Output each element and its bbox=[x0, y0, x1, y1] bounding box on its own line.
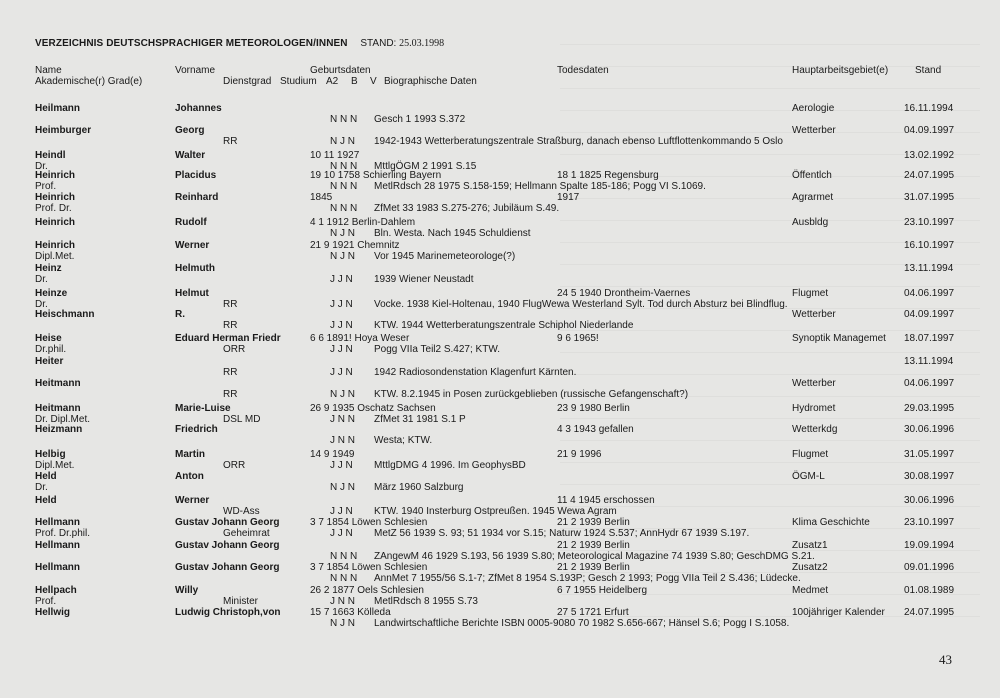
entry-hauptarbeitsgebiet: ÖGM-L bbox=[792, 471, 825, 482]
entry-geburtsdaten: 21 9 1921 Chemnitz bbox=[310, 240, 400, 251]
entry-flags: J N N bbox=[330, 596, 355, 607]
entry-todesdaten: 18 1 1825 Regensburg bbox=[557, 170, 659, 181]
entry-flags: N N N bbox=[330, 181, 358, 192]
entry-hauptarbeitsgebiet: Hydromet bbox=[792, 403, 836, 414]
entry-todesdaten: 1917 bbox=[557, 192, 580, 203]
entry-akademischer-grad: Prof. Dr. bbox=[35, 203, 72, 214]
entry-akademischer-grad: Dr.phil. bbox=[35, 344, 67, 355]
entry-name: Heise bbox=[35, 333, 62, 344]
entry-todesdaten: 21 2 1939 Berlin bbox=[557, 517, 630, 528]
entry-biographische-daten: 1942-1943 Wetterberatungszentrale Straßburg, danach ebenso Luftflottenkommando 5 Oslo bbox=[374, 136, 783, 147]
entry-stand: 29.03.1995 bbox=[904, 403, 955, 414]
entry-vorname: Friedrich bbox=[175, 424, 218, 435]
entry-hauptarbeitsgebiet: 100jähriger Kalender bbox=[792, 607, 885, 618]
entry-flags: N N N bbox=[330, 161, 358, 172]
entry-geburtsdaten: 3 7 1854 Löwen Schlesien bbox=[310, 517, 428, 528]
entry-biographische-daten: Vocke. 1938 Kiel-Holtenau, 1940 FlugWewa Westerland Sylt. Tod durch Absturz bei Blindflug. bbox=[374, 299, 788, 310]
entry-biographische-daten: 1942 Radiosondenstation Klagenfurt Kärnten. bbox=[374, 367, 577, 378]
entry-vorname: Rudolf bbox=[175, 217, 207, 228]
entry-name: Helbig bbox=[35, 449, 66, 460]
entry-name: Held bbox=[35, 495, 57, 506]
document-title: VERZEICHNIS DEUTSCHSPRACHIGER METEOROLOGEN/INNEN bbox=[35, 38, 348, 49]
entry-hauptarbeitsgebiet: Synoptik Managemet bbox=[792, 333, 886, 344]
entry-akademischer-grad: Prof. bbox=[35, 596, 57, 607]
entry-biographische-daten: Bln. Westa. Nach 1945 Schuldienst bbox=[374, 228, 531, 239]
entry-akademischer-grad: Prof. Dr.phil. bbox=[35, 528, 91, 539]
entry-biographische-daten: Landwirtschaftliche Berichte ISBN 0005-9080 70 1982 S.656-667; Hänsel S.6; Pogg I S.1058. bbox=[374, 618, 790, 629]
entry-name: Hellmann bbox=[35, 517, 81, 528]
entry-stand: 30.08.1997 bbox=[904, 471, 955, 482]
entry-todesdaten: 21 2 1939 Berlin bbox=[557, 562, 630, 573]
entry-akademischer-grad: Dr. bbox=[35, 274, 48, 285]
entry-vorname: Johannes bbox=[175, 103, 222, 114]
entry-biographische-daten: 1939 Wiener Neustadt bbox=[374, 274, 474, 285]
entry-name: Heilmann bbox=[35, 103, 81, 114]
entry-name: Heitmann bbox=[35, 403, 81, 414]
entry-flags: N J N bbox=[330, 482, 355, 493]
entry-stand: 13.11.1994 bbox=[904, 356, 954, 367]
entry-geburtsdaten: 1845 bbox=[310, 192, 333, 203]
entry-vorname: Reinhard bbox=[175, 192, 219, 203]
entry-dienstgrad: RR bbox=[223, 136, 238, 147]
entry-hauptarbeitsgebiet: Wetterber bbox=[792, 125, 836, 136]
entry-todesdaten: 24 5 1940 Drontheim-Vaernes bbox=[557, 288, 691, 299]
entry-dienstgrad: WD-Ass bbox=[223, 506, 260, 517]
entry-stand: 23.10.1997 bbox=[904, 517, 955, 528]
entry-hauptarbeitsgebiet: Medmet bbox=[792, 585, 829, 596]
entry-todesdaten: 21 9 1996 bbox=[557, 449, 602, 460]
col-header-studium: Studium bbox=[280, 76, 317, 87]
entry-name: Hellwig bbox=[35, 607, 71, 618]
entry-biographische-daten: MetlRdsch 8 1955 S.73 bbox=[374, 596, 478, 607]
entry-vorname: Georg bbox=[175, 125, 205, 136]
entry-flags: N J N bbox=[330, 136, 355, 147]
entry-name: Heiter bbox=[35, 356, 64, 367]
entry-todesdaten: 27 5 1721 Erfurt bbox=[557, 607, 629, 618]
entry-hauptarbeitsgebiet: Öffentlch bbox=[792, 170, 832, 181]
entry-name: Heindl bbox=[35, 150, 66, 161]
entry-vorname: Placidus bbox=[175, 170, 217, 181]
entry-biographische-daten: Pogg VIIa Teil2 S.427; KTW. bbox=[374, 344, 500, 355]
entry-vorname: Helmut bbox=[175, 288, 209, 299]
entry-stand: 18.07.1997 bbox=[904, 333, 955, 344]
col-header-name: Name bbox=[35, 65, 62, 76]
entry-hauptarbeitsgebiet: Wetterber bbox=[792, 309, 836, 320]
entry-dienstgrad: RR bbox=[223, 320, 238, 331]
entry-geburtsdaten: 4 1 1912 Berlin-Dahlem bbox=[310, 217, 416, 228]
entry-biographische-daten: KTW. 1940 Insterburg Ostpreußen. 1945 Wewa Agram bbox=[374, 506, 617, 517]
entry-name: Heizmann bbox=[35, 424, 83, 435]
entry-flags: J J N bbox=[330, 299, 353, 310]
entry-flags: N J N bbox=[330, 228, 355, 239]
entry-flags: J J N bbox=[330, 506, 353, 517]
entry-biographische-daten: MttlgÖGM 2 1991 S.15 bbox=[374, 161, 477, 172]
entry-todesdaten: 6 7 1955 Heidelberg bbox=[557, 585, 648, 596]
entry-stand: 13.11.1994 bbox=[904, 263, 954, 274]
entry-akademischer-grad: Dipl.Met. bbox=[35, 460, 75, 471]
entry-vorname: Willy bbox=[175, 585, 199, 596]
entry-stand: 16.10.1997 bbox=[904, 240, 955, 251]
entry-hauptarbeitsgebiet: Flugmet bbox=[792, 449, 829, 460]
col-header-akademische: Akademische(r) Grad(e) bbox=[35, 76, 143, 87]
entry-flags: N J N bbox=[330, 389, 355, 400]
entry-biographische-daten: AnnMet 7 1955/56 S.1-7; ZfMet 8 1954 S.193P; Gesch 2 1993; Pogg VIIa Teil 2 S.436; Lüdecke. bbox=[374, 573, 801, 584]
entry-vorname: Eduard Herman Friedr bbox=[175, 333, 281, 344]
entry-dienstgrad: RR bbox=[223, 389, 238, 400]
entry-name: Held bbox=[35, 471, 57, 482]
entry-dienstgrad: RR bbox=[223, 299, 238, 310]
entry-flags: N J N bbox=[330, 618, 355, 629]
entry-name: Heinz bbox=[35, 263, 62, 274]
entry-flags: J N N bbox=[330, 435, 355, 446]
entry-vorname: Walter bbox=[175, 150, 206, 161]
entry-name: Hellpach bbox=[35, 585, 77, 596]
entry-todesdaten: 21 2 1939 Berlin bbox=[557, 540, 630, 551]
entry-name: Heitmann bbox=[35, 378, 81, 389]
entry-vorname: Helmuth bbox=[175, 263, 215, 274]
entry-geburtsdaten: 19 10 1758 Schierling Bayern bbox=[310, 170, 442, 181]
col-header-biographische: Biographische Daten bbox=[384, 76, 477, 87]
entry-biographische-daten: Vor 1945 Marinemeteorologe(?) bbox=[374, 251, 516, 262]
entry-biographische-daten: MttlgDMG 4 1996. Im GeophysBD bbox=[374, 460, 526, 471]
entry-stand: 24.07.1995 bbox=[904, 607, 955, 618]
entry-hauptarbeitsgebiet: Agrarmet bbox=[792, 192, 834, 203]
entry-vorname: Gustav Johann Georg bbox=[175, 562, 280, 573]
entry-stand: 19.09.1994 bbox=[904, 540, 955, 551]
entry-biographische-daten: ZfMet 31 1981 S.1 P bbox=[374, 414, 466, 425]
entry-stand: 30.06.1996 bbox=[904, 424, 955, 435]
entry-stand: 04.06.1997 bbox=[904, 288, 955, 299]
entry-hauptarbeitsgebiet: Wetterkdg bbox=[792, 424, 838, 435]
entry-hauptarbeitsgebiet: Wetterber bbox=[792, 378, 836, 389]
entry-stand: 04.09.1997 bbox=[904, 125, 955, 136]
col-header-stand: Stand bbox=[915, 65, 942, 76]
entry-vorname: Werner bbox=[175, 240, 210, 251]
entry-stand: 16.11.1994 bbox=[904, 103, 954, 114]
entry-hauptarbeitsgebiet: Zusatz1 bbox=[792, 540, 828, 551]
entry-todesdaten: 9 6 1965! bbox=[557, 333, 599, 344]
entry-name: Heinrich bbox=[35, 192, 76, 203]
entry-geburtsdaten: 10 11 1927 bbox=[310, 150, 360, 161]
entry-stand: 13.02.1992 bbox=[904, 150, 955, 161]
entry-vorname: Werner bbox=[175, 495, 210, 506]
entry-name: Heinrich bbox=[35, 170, 76, 181]
entry-dienstgrad: DSL MD bbox=[223, 414, 261, 425]
entry-akademischer-grad: Dipl.Met. bbox=[35, 251, 75, 262]
entry-geburtsdaten: 26 9 1935 Oschatz Sachsen bbox=[310, 403, 436, 414]
entry-stand: 23.10.1997 bbox=[904, 217, 955, 228]
entry-geburtsdaten: 26 2 1877 Oels Schlesien bbox=[310, 585, 424, 596]
entry-name: Heinrich bbox=[35, 240, 76, 251]
entry-hauptarbeitsgebiet: Klima Geschichte bbox=[792, 517, 870, 528]
col-header-geburtsdaten: Geburtsdaten bbox=[310, 65, 371, 76]
page-number: 43 bbox=[939, 652, 952, 667]
entry-stand: 09.01.1996 bbox=[904, 562, 955, 573]
entry-biographische-daten: MetlRdsch 28 1975 S.158-159; Hellmann Spalte 185-186; Pogg VI S.1069. bbox=[374, 181, 706, 192]
entry-flags: N N N bbox=[330, 203, 358, 214]
entry-flags: N N N bbox=[330, 573, 358, 584]
entry-dienstgrad: Geheimrat bbox=[223, 528, 270, 539]
col-header-b: B bbox=[351, 76, 358, 87]
entry-flags: J J N bbox=[330, 367, 353, 378]
entry-flags: N N N bbox=[330, 114, 358, 125]
col-header-dienstgrad: Dienstgrad bbox=[223, 76, 272, 87]
entry-biographische-daten: Gesch 1 1993 S.372 bbox=[374, 114, 466, 125]
entry-flags: J J N bbox=[330, 344, 353, 355]
entry-flags: N N N bbox=[330, 551, 358, 562]
col-header-vorname: Vorname bbox=[175, 65, 216, 76]
entry-biographische-daten: ZAngewM 46 1929 S.193, 56 1939 S.80; Meteorological Magazine 74 1939 S.80; GeschDMG S.21. bbox=[374, 551, 815, 562]
entry-biographische-daten: KTW. 1944 Wetterberatungszentrale Schiphol Niederlande bbox=[374, 320, 634, 331]
entry-hauptarbeitsgebiet: Zusatz2 bbox=[792, 562, 828, 573]
entry-vorname: Martin bbox=[175, 449, 205, 460]
entry-name: Heinrich bbox=[35, 217, 76, 228]
entry-geburtsdaten: 14 9 1949 bbox=[310, 449, 355, 460]
entry-biographische-daten: März 1960 Salzburg bbox=[374, 482, 464, 493]
entry-akademischer-grad: Prof. bbox=[35, 181, 57, 192]
col-header-todesdaten: Todesdaten bbox=[557, 65, 609, 76]
entry-akademischer-grad: Dr. bbox=[35, 299, 48, 310]
col-header-a2: A2 bbox=[326, 76, 339, 87]
entry-stand: 30.06.1996 bbox=[904, 495, 955, 506]
stand-date: 25.03.1998 bbox=[399, 38, 445, 49]
entry-dienstgrad: RR bbox=[223, 367, 238, 378]
entry-vorname: R. bbox=[175, 309, 185, 320]
entry-geburtsdaten: 6 6 1891! Hoya Weser bbox=[310, 333, 410, 344]
col-header-hauptarbeitsgebiet: Hauptarbeitsgebiet(e) bbox=[792, 65, 889, 76]
entry-hauptarbeitsgebiet: Ausbldg bbox=[792, 217, 829, 228]
entry-geburtsdaten: 3 7 1854 Löwen Schlesien bbox=[310, 562, 428, 573]
entry-vorname: Gustav Johann Georg bbox=[175, 540, 280, 551]
entry-dienstgrad: ORR bbox=[223, 460, 246, 471]
entry-flags: J J N bbox=[330, 528, 353, 539]
entry-flags: J N N bbox=[330, 414, 355, 425]
entry-biographische-daten: Westa; KTW. bbox=[374, 435, 433, 446]
entry-flags: J J N bbox=[330, 320, 353, 331]
entry-biographische-daten: MetZ 56 1939 S. 93; 51 1934 vor S.15; Naturw 1924 S.537; AnnHydr 67 1939 S.197. bbox=[374, 528, 750, 539]
entry-name: Heimburger bbox=[35, 125, 92, 136]
entry-stand: 24.07.1995 bbox=[904, 170, 955, 181]
entry-name: Hellmann bbox=[35, 540, 81, 551]
entry-dienstgrad: Minister bbox=[223, 596, 259, 607]
entry-vorname: Ludwig Christoph,von bbox=[175, 607, 281, 618]
entry-stand: 04.06.1997 bbox=[904, 378, 955, 389]
entry-akademischer-grad: Dr. bbox=[35, 482, 48, 493]
entry-akademischer-grad: Dr. bbox=[35, 161, 48, 172]
entry-name: Heinze bbox=[35, 288, 68, 299]
entry-stand: 01.08.1989 bbox=[904, 585, 955, 596]
entry-flags: J J N bbox=[330, 274, 353, 285]
entry-stand: 31.07.1995 bbox=[904, 192, 955, 203]
entry-flags: N J N bbox=[330, 251, 355, 262]
entry-todesdaten: 11 4 1945 erschossen bbox=[557, 495, 655, 506]
entry-geburtsdaten: 15 7 1663 Kölleda bbox=[310, 607, 391, 618]
entry-todesdaten: 4 3 1943 gefallen bbox=[557, 424, 634, 435]
entry-biographische-daten: KTW. 8.2.1945 in Posen zurückgeblieben (russische Gefangenschaft?) bbox=[374, 389, 689, 400]
entry-stand: 31.05.1997 bbox=[904, 449, 955, 460]
entry-todesdaten: 23 9 1980 Berlin bbox=[557, 403, 630, 414]
col-header-v: V bbox=[370, 76, 377, 87]
entry-vorname: Gustav Johann Georg bbox=[175, 517, 280, 528]
entry-vorname: Marie-Luise bbox=[175, 403, 231, 414]
entry-akademischer-grad: Dr. Dipl.Met. bbox=[35, 414, 91, 425]
entry-name: Hellmann bbox=[35, 562, 81, 573]
entry-dienstgrad: ORR bbox=[223, 344, 246, 355]
entry-biographische-daten: ZfMet 33 1983 S.275-276; Jubiläum S.49. bbox=[374, 203, 560, 214]
entry-flags: J J N bbox=[330, 460, 353, 471]
entry-stand: 04.09.1997 bbox=[904, 309, 955, 320]
stand-label: STAND: bbox=[360, 38, 397, 49]
entry-vorname: Anton bbox=[175, 471, 204, 482]
entry-hauptarbeitsgebiet: Flugmet bbox=[792, 288, 829, 299]
entry-name: Heischmann bbox=[35, 309, 95, 320]
entry-hauptarbeitsgebiet: Aerologie bbox=[792, 103, 835, 114]
